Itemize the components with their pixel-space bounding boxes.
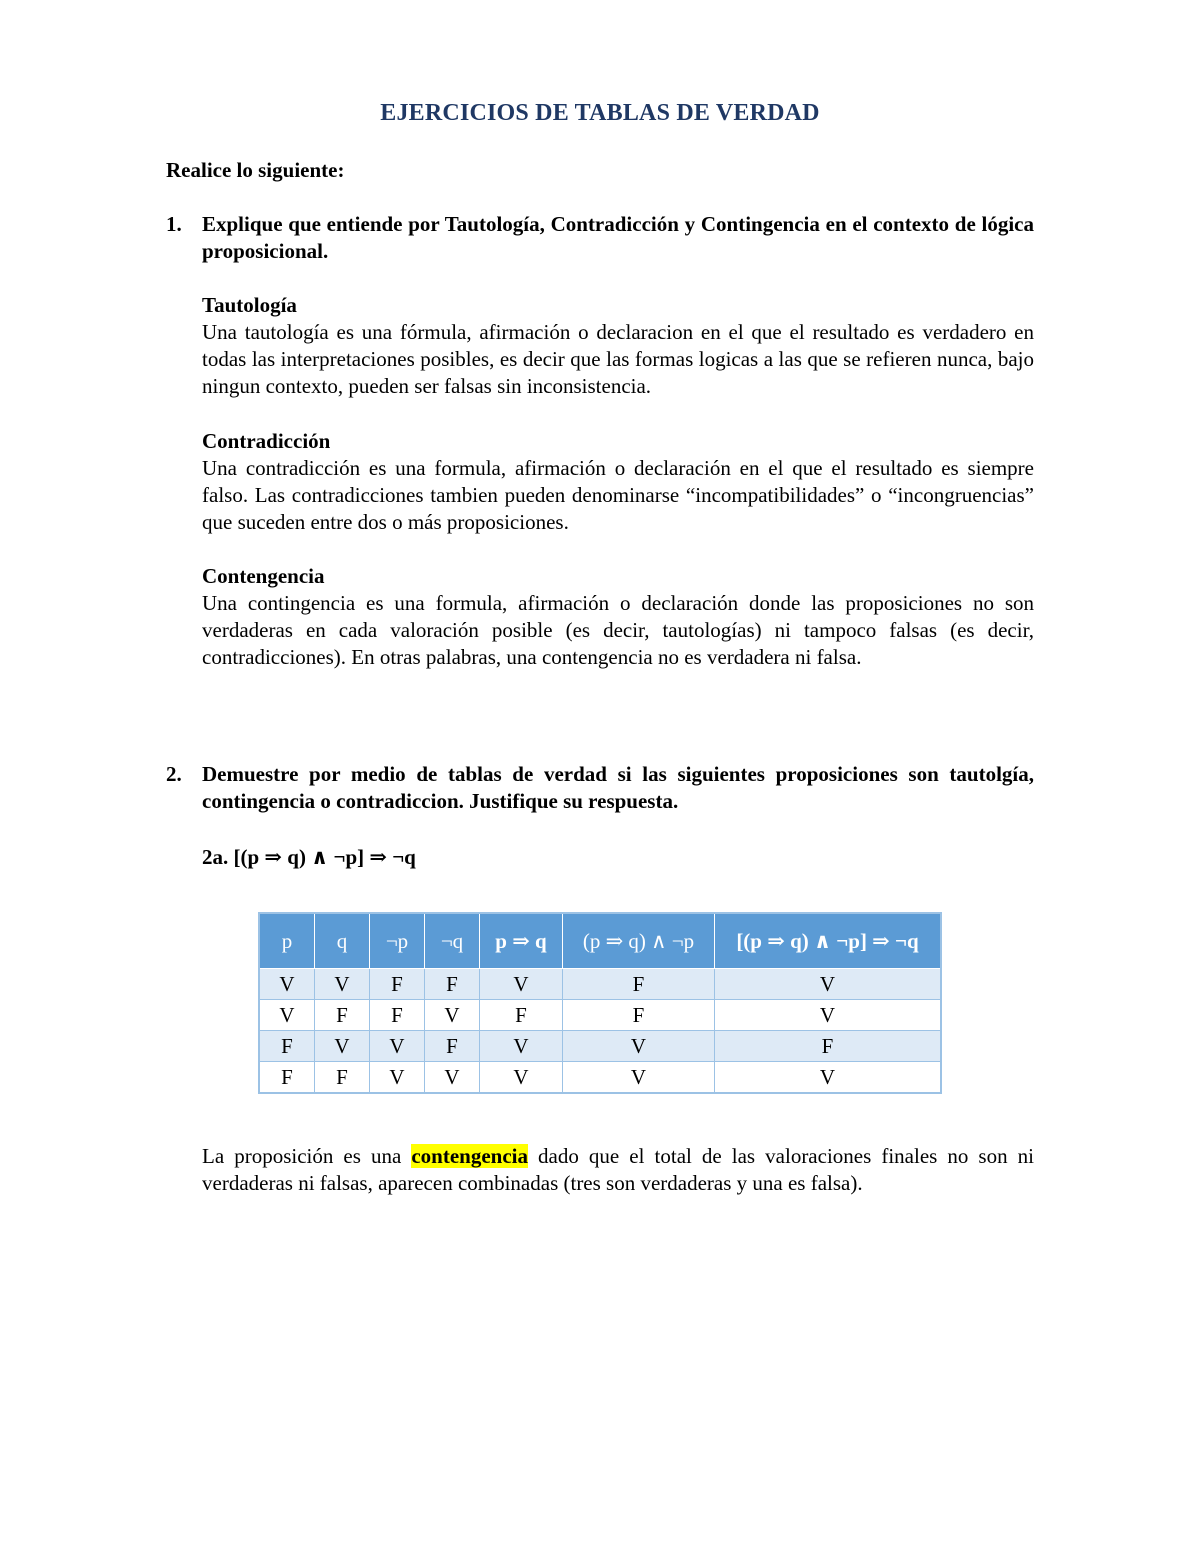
table-cell: F [370, 969, 425, 1000]
table-cell: V [315, 969, 370, 1000]
contradiccion-body: Una contradicción es una formula, afirmación o declaración en el que el resultado es siempre falso. Las contradicciones tambien pueden denominarse “incompatibilidades” o “incongruencias” que suceden entre dos o más proposiciones. [202, 456, 1034, 534]
formula-2a: 2a. [(p ⇒ q) ∧ ¬p] ⇒ ¬q [202, 845, 416, 869]
table-cell: V [480, 1031, 563, 1062]
table-cell: V [259, 969, 315, 1000]
contingencia-heading: Contengencia [202, 564, 325, 588]
table-cell: F [425, 969, 480, 1000]
header-cell: p ⇒ q [480, 913, 563, 969]
header-cell: [(p ⇒ q) ∧ ¬p] ⇒ ¬q [715, 913, 942, 969]
table-row [259, 969, 941, 1000]
question-1 [166, 211, 1034, 265]
page-title: EJERCICIOS DE TABLAS DE VERDAD [380, 100, 820, 126]
table-cell: V [425, 1062, 480, 1094]
table-cell: V [425, 1000, 480, 1031]
question-2 [166, 761, 1034, 815]
intro-text: Realice lo siguiente: [166, 158, 345, 182]
table-cell: F [563, 969, 715, 1000]
conclusion-before: La proposición es una [202, 1144, 412, 1168]
table-row [259, 1062, 941, 1094]
conclusion-highlight: contengencia [411, 1144, 528, 1168]
table-row [259, 1000, 941, 1031]
table-cell: F [425, 1031, 480, 1062]
truth-table [258, 912, 942, 1094]
conclusion-after: dado que el total de las valoraciones finales no son ni verdaderas ni falsas, aparecen combinadas (tres son verdaderas y una es falsa). [202, 1144, 1034, 1195]
table-cell: V [715, 1062, 942, 1094]
table-cell: F [259, 1031, 315, 1062]
table-cell: F [259, 1062, 315, 1094]
table-cell: V [480, 1062, 563, 1094]
table-cell: V [370, 1062, 425, 1094]
contingencia-body: Una contingencia es una formula, afirmación o declaración donde las proposiciones no son verdaderas en cada valoración posible (es decir, tautologías) ni tampoco falsas (es decir, contradicciones). En otras palabras, una contengencia no es verdadera ni falsa. [202, 591, 1034, 669]
header-cell: ¬q [425, 913, 480, 969]
header-cell: q [315, 913, 370, 969]
table-cell: V [370, 1031, 425, 1062]
table-cell: V [480, 969, 563, 1000]
section-contingencia [202, 563, 1034, 671]
table-cell: V [715, 969, 942, 1000]
table-cell: F [315, 1062, 370, 1094]
table-cell: F [715, 1031, 942, 1062]
question-1-text: Explique que entiende por Tautología, Contradicción y Contingencia en el contexto de lógica proposicional. [202, 212, 1034, 263]
section-contradiccion [202, 428, 1034, 536]
tautologia-heading: Tautología [202, 293, 297, 317]
question-2-text: Demuestre por medio de tablas de verdad si las siguientes proposiciones son tautolgía, contingencia o contradiccion. Justifique su respuesta. [202, 762, 1034, 813]
question-1-number: 1. [166, 212, 182, 236]
section-tautologia [202, 292, 1034, 400]
header-cell: p [259, 913, 315, 969]
contradiccion-heading: Contradicción [202, 429, 331, 453]
header-cell: ¬p [370, 913, 425, 969]
table-cell: V [563, 1062, 715, 1094]
table-cell: V [563, 1031, 715, 1062]
conclusion-text [202, 1143, 1034, 1197]
table-cell: F [315, 1000, 370, 1031]
tautologia-body: Una tautología es una fórmula, afirmación o declaracion en el que el resultado es verdadero en todas las interpretaciones posibles, es decir que las formas logicas a las que se refieren nunca, bajo ningun contexto, pueden ser falsas sin inconsistencia. [202, 320, 1034, 398]
table-cell: F [370, 1000, 425, 1031]
header-cell: (p ⇒ q) ∧ ¬p [563, 913, 715, 969]
table-cell: F [480, 1000, 563, 1031]
table-cell: V [259, 1000, 315, 1031]
table-cell: F [563, 1000, 715, 1031]
question-2-number: 2. [166, 762, 182, 786]
truth-table-header-row [259, 913, 941, 969]
table-cell: V [715, 1000, 942, 1031]
table-cell: V [315, 1031, 370, 1062]
table-row [259, 1031, 941, 1062]
